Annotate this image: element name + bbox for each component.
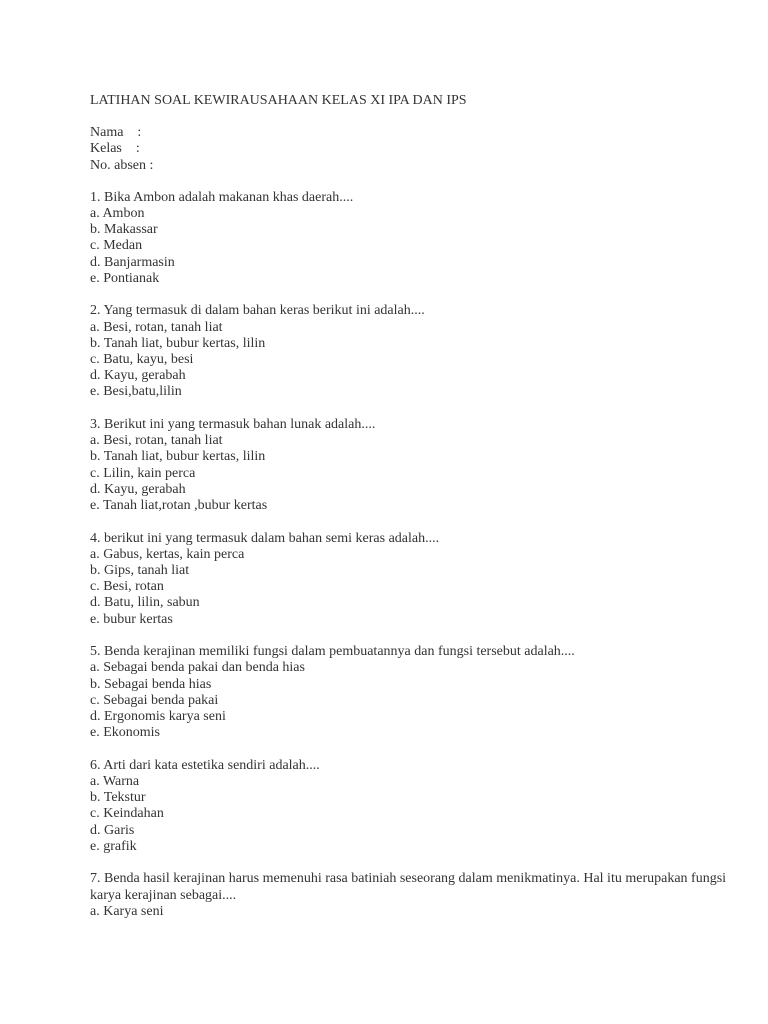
option-e: e. Ekonomis <box>90 725 160 741</box>
question-text: 1. Bika Ambon adalah makanan khas daerah.... <box>90 189 354 205</box>
identity-name-line: Nama : <box>90 125 142 141</box>
question-text: 3. Berikut ini yang termasuk bahan lunak adalah.... <box>90 417 376 433</box>
question-text: 5. Benda kerajinan memiliki fungsi dalam pembuatannya dan fungsi tersebut adalah.... <box>90 644 575 660</box>
document-title: LATIHAN SOAL KEWIRAUSAHAAN KELAS XI IPA DAN IPS <box>90 93 467 108</box>
question-7 <box>90 871 750 920</box>
option-d: d. Garis <box>90 822 135 838</box>
option-d: d. Kayu, gerabah <box>90 368 186 384</box>
option-e: e. bubur kertas <box>90 611 173 627</box>
question-text: 2. Yang termasuk di dalam bahan keras berikut ini adalah.... <box>90 303 425 319</box>
question-text: 7. Benda hasil kerajinan harus memenuhi rasa batiniah seseorang dalam menikmatinya. Hal itu merupakan fungsi karya kerajinan sebagai.... <box>90 871 727 903</box>
option-d: d. Ergonomis karya seni <box>90 709 226 725</box>
option-e: e. Tanah liat,rotan ,bubur kertas <box>90 498 268 514</box>
option-e: e. grafik <box>90 838 137 854</box>
question-3 <box>90 417 750 514</box>
document-page <box>90 93 750 936</box>
option-b: b. Tanah liat, bubur kertas, lilin <box>90 449 266 465</box>
option-b: b. Tanah liat, bubur kertas, lilin <box>90 335 266 351</box>
option-a: a. Gabus, kertas, kain perca <box>90 546 245 562</box>
option-a: a. Ambon <box>90 206 145 222</box>
question-6 <box>90 758 750 855</box>
option-e: e. Pontianak <box>90 270 160 286</box>
option-e: e. Besi,batu,lilin <box>90 384 182 400</box>
option-b: b. Sebagai benda hias <box>90 676 212 692</box>
option-d: d. Kayu, gerabah <box>90 481 186 497</box>
option-a: a. Besi, rotan, tanah liat <box>90 319 223 335</box>
option-d: d. Banjarmasin <box>90 254 175 270</box>
question-4 <box>90 531 750 628</box>
option-a: a. Warna <box>90 774 140 790</box>
option-c: c. Lilin, kain perca <box>90 465 196 481</box>
option-c: c. Sebagai benda pakai <box>90 692 219 708</box>
identity-class-line: Kelas : <box>90 141 140 157</box>
option-b: b. Makassar <box>90 222 158 238</box>
option-b: b. Gips, tanah liat <box>90 563 190 579</box>
option-d: d. Batu, lilin, sabun <box>90 595 200 611</box>
identity-absence-line: No. absen : <box>90 157 154 173</box>
option-c: c. Medan <box>90 238 143 254</box>
option-a: a. Karya seni <box>90 903 164 919</box>
question-1 <box>90 190 750 287</box>
option-b: b. Tekstur <box>90 790 146 806</box>
question-2 <box>90 303 750 400</box>
option-c: c. Keindahan <box>90 806 164 822</box>
option-a: a. Sebagai benda pakai dan benda hias <box>90 660 305 676</box>
question-text: 4. berikut ini yang termasuk dalam bahan semi keras adalah.... <box>90 530 440 546</box>
identity-block <box>90 125 750 174</box>
option-c: c. Besi, rotan <box>90 579 164 595</box>
option-c: c. Batu, kayu, besi <box>90 352 194 368</box>
question-5 <box>90 644 750 741</box>
question-text: 6. Arti dari kata estetika sendiri adalah.... <box>90 757 320 773</box>
option-a: a. Besi, rotan, tanah liat <box>90 433 223 449</box>
